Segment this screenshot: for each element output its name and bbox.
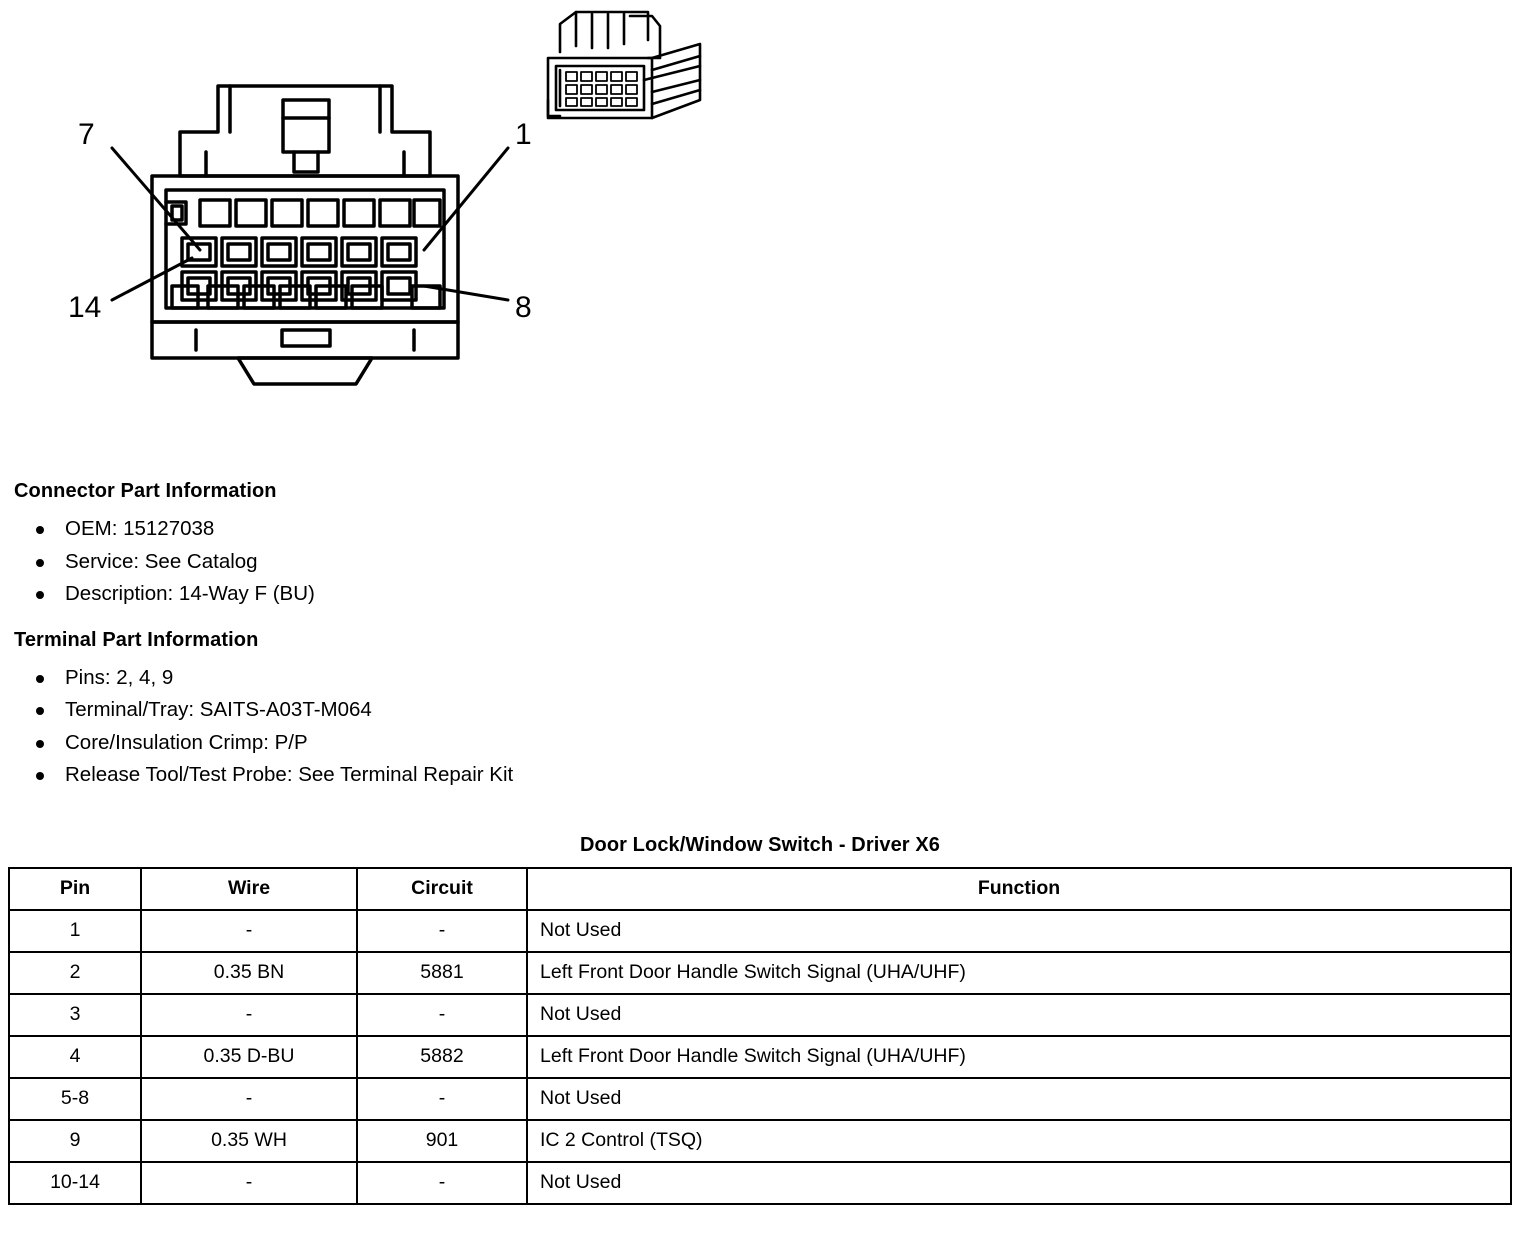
cell-wire: 0.35 D-BU [141,1036,357,1078]
document-body [0,470,1520,1205]
list-item: Core/Insulation Crimp: P/P [0,727,1520,760]
table-row [9,910,1511,952]
cell-circuit: 5881 [357,952,527,994]
pin-label-8: 8 [515,291,532,324]
cell-pin: 4 [9,1036,141,1078]
cell-function: Left Front Door Handle Switch Signal (UHA/UHF) [527,1036,1511,1078]
table-row [9,1120,1511,1162]
cell-function: Not Used [527,1162,1511,1204]
column-header-circuit: Circuit [357,868,527,910]
table-row [9,994,1511,1036]
cell-function: Not Used [527,994,1511,1036]
cell-circuit: - [357,910,527,952]
cell-circuit: - [357,994,527,1036]
connector-illustration [0,0,1520,470]
connector-part-information-heading: Connector Part Information [14,480,277,502]
cell-wire: 0.35 WH [141,1120,357,1162]
cell-pin: 10-14 [9,1162,141,1204]
pinout-table [8,867,1512,1205]
column-header-function: Function [527,868,1511,910]
cell-pin: 1 [9,910,141,952]
cell-wire: - [141,1078,357,1120]
cell-wire: 0.35 BN [141,952,357,994]
pinout-table-title: Door Lock/Window Switch - Driver X6 [579,833,941,856]
pin-label-14: 14 [68,291,102,324]
pin-label-1: 1 [515,118,532,151]
cell-function: IC 2 Control (TSQ) [527,1120,1511,1162]
column-header-wire: Wire [141,868,357,910]
pin-label-7: 7 [78,118,95,151]
table-row [9,1036,1511,1078]
cell-function: Not Used [527,910,1511,952]
cell-wire: - [141,994,357,1036]
cell-wire: - [141,1162,357,1204]
cell-circuit: 901 [357,1120,527,1162]
cell-pin: 5-8 [9,1078,141,1120]
cell-function: Not Used [527,1078,1511,1120]
terminal-part-information-list [0,662,1520,792]
column-header-pin: Pin [9,868,141,910]
list-item: Description: 14-Way F (BU) [0,578,1520,611]
table-row [9,1162,1511,1204]
cell-pin: 3 [9,994,141,1036]
cell-circuit: 5882 [357,1036,527,1078]
cell-circuit: - [357,1162,527,1204]
list-item: Service: See Catalog [0,546,1520,579]
table-header-row [9,868,1511,910]
table-row [9,1078,1511,1120]
connector-diagram [0,0,1520,470]
table-row [9,952,1511,994]
cell-pin: 9 [9,1120,141,1162]
cell-pin: 2 [9,952,141,994]
cell-circuit: - [357,1078,527,1120]
list-item: Release Tool/Test Probe: See Terminal Repair Kit [0,759,1520,792]
list-item: Pins: 2, 4, 9 [0,662,1520,695]
terminal-part-information-heading: Terminal Part Information [14,628,259,651]
cell-function: Left Front Door Handle Switch Signal (UHA/UHF) [527,952,1511,994]
list-item: OEM: 15127038 [0,513,1520,546]
connector-part-information-list [0,513,1520,611]
cell-wire: - [141,910,357,952]
list-item: Terminal/Tray: SAITS-A03T-M064 [0,694,1520,727]
